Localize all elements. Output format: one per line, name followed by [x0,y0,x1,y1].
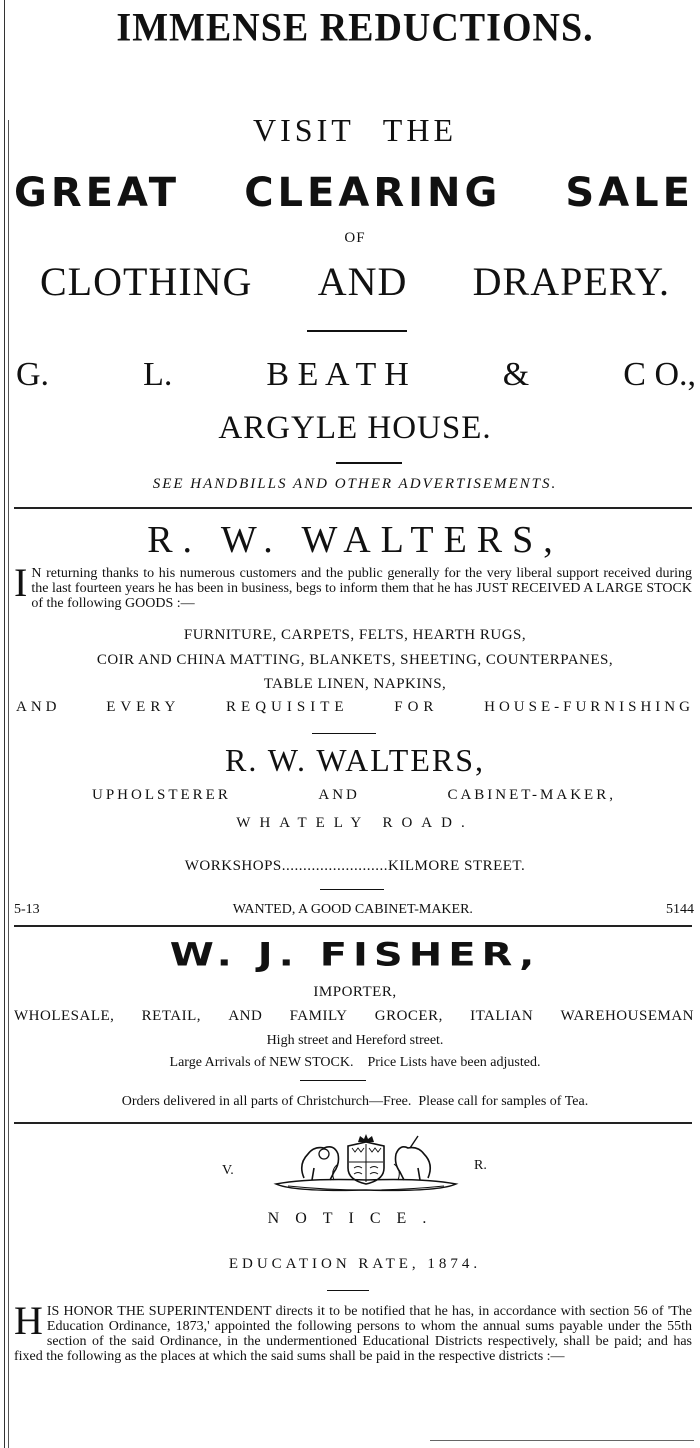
word: AND [16,699,61,715]
walters-name-repeat: R. W. WALTERS, [224,742,486,778]
visit-the-line [10,112,700,149]
upholsterer-line [92,787,616,804]
firm-part: G. [16,356,50,393]
ad-code-right: 5144 [666,902,694,917]
word-drapery: DRAPERY. [472,259,670,304]
notice-body-paragraph [14,1298,692,1364]
walters-heading: R. W. WALTERS, [147,519,563,561]
divider [327,1290,369,1291]
dropcap-h: H [14,1298,43,1343]
divider [312,733,376,734]
goods-line-3: TABLE LINEN, NAPKINS, [263,676,447,692]
word: RETAIL, [141,1008,202,1024]
word-sale: SALE [565,170,694,216]
arrivals-line: Large Arrivals of NEW STOCK. Price Lists have been adjusted. [169,1055,541,1070]
divider [320,889,384,890]
word-and: AND [317,259,408,304]
word: CABINET-MAKER, [447,787,616,803]
word: HOUSE-FURNISHING [484,699,694,715]
word: REQUISITE [226,699,349,715]
word: UPHOLSTERER [92,787,231,803]
whately-road: WHATELY ROAD. [236,815,474,831]
word: EVERY [106,699,181,715]
word: GROCER, [374,1008,443,1024]
great-clearing-sale [14,170,694,216]
royal-cypher-r: R. [474,1158,487,1173]
divider [430,1440,694,1441]
word: FAMILY [289,1008,348,1024]
section-divider [14,1122,692,1124]
word-the: THE [382,112,457,148]
wholesale-line [14,1008,694,1025]
firm-part: L. [143,356,173,393]
fisher-heading: W. J. FISHER, [169,936,541,974]
see-handbills-note: SEE HANDBILLS AND OTHER ADVERTISEMENTS. [152,476,558,492]
firm-name-beath [16,356,696,394]
word: WAREHOUSEMAN [560,1008,694,1024]
goods-line-1: FURNITURE, CARPETS, FELTS, HEARTH RUGS, [183,627,527,643]
section-divider [14,925,692,927]
firm-part: & [502,356,530,393]
wanted-line [14,902,694,918]
clothing-and-drapery [40,258,670,305]
column-rule [4,0,5,1448]
importer-label: IMPORTER, [313,984,397,1000]
divider [307,330,407,332]
royal-coat-of-arms-icon [268,1134,464,1196]
word: WHOLESALE, [14,1008,115,1024]
walters-intro-paragraph [14,560,692,611]
requisite-line [16,699,694,716]
word-of: OF [344,230,366,246]
notice-heading: NOTICE. [267,1210,443,1227]
firm-part: B E A T H [266,356,409,393]
word-visit: VISIT [253,112,355,148]
word-great: GREAT [14,170,181,216]
dropcap-i: I [14,560,28,605]
argyle-house: ARGYLE HOUSE. [218,410,492,446]
word: FOR [394,699,439,715]
goods-line-2: COIR AND CHINA MATTING, BLANKETS, SHEETING, COUNTERPANES, [96,652,614,668]
orders-line: Orders delivered in all parts of Christchurch—Free. Please call for samples of Tea. [121,1094,589,1109]
word-clearing: CLEARING [244,170,502,216]
column-rule-inner [8,120,9,1448]
section-divider [14,507,692,509]
wanted-cabinet-maker: WANTED, A GOOD CABINET-MAKER. [232,902,473,917]
royal-cypher-v: V. [222,1163,234,1178]
word-clothing: CLOTHING [40,259,253,304]
intro-text: N returning thanks to his numerous customers and the public generally for the very liberal support received during the last fourteen years he has been in business, begs to inform them that he has JUST RECEIVED A LARGE STOCK of the following GOODS :— [31,566,692,611]
word: AND [228,1008,263,1024]
word: ITALIAN [470,1008,534,1024]
headline-immense-reductions: IMMENSE REDUCTIONS. [116,5,594,51]
firm-part: C O., [623,356,696,393]
ad-code-left: 5-13 [14,902,40,917]
education-rate-title: EDUCATION RATE, 1874. [228,1256,482,1272]
workshops-line: WORKSHOPS.........................KILMORE STREET. [184,858,526,874]
word: AND [318,787,360,803]
divider [300,1080,366,1081]
notice-body-text: IS HONOR THE SUPERINTENDENT directs it to be notified that he has, in accordance with section 56 of 'The Education Ordinance, 1873,' appointed the following persons to whom the annual sums payable under the 55th section of the said Ordinance, in the undermentioned Educational Districts respectively, shall be paid; and has fixed the following as the places at which the said sums shall be paid in the respective districts :— [14,1304,692,1364]
divider [336,462,402,464]
fisher-address: High street and Hereford street. [266,1033,444,1048]
